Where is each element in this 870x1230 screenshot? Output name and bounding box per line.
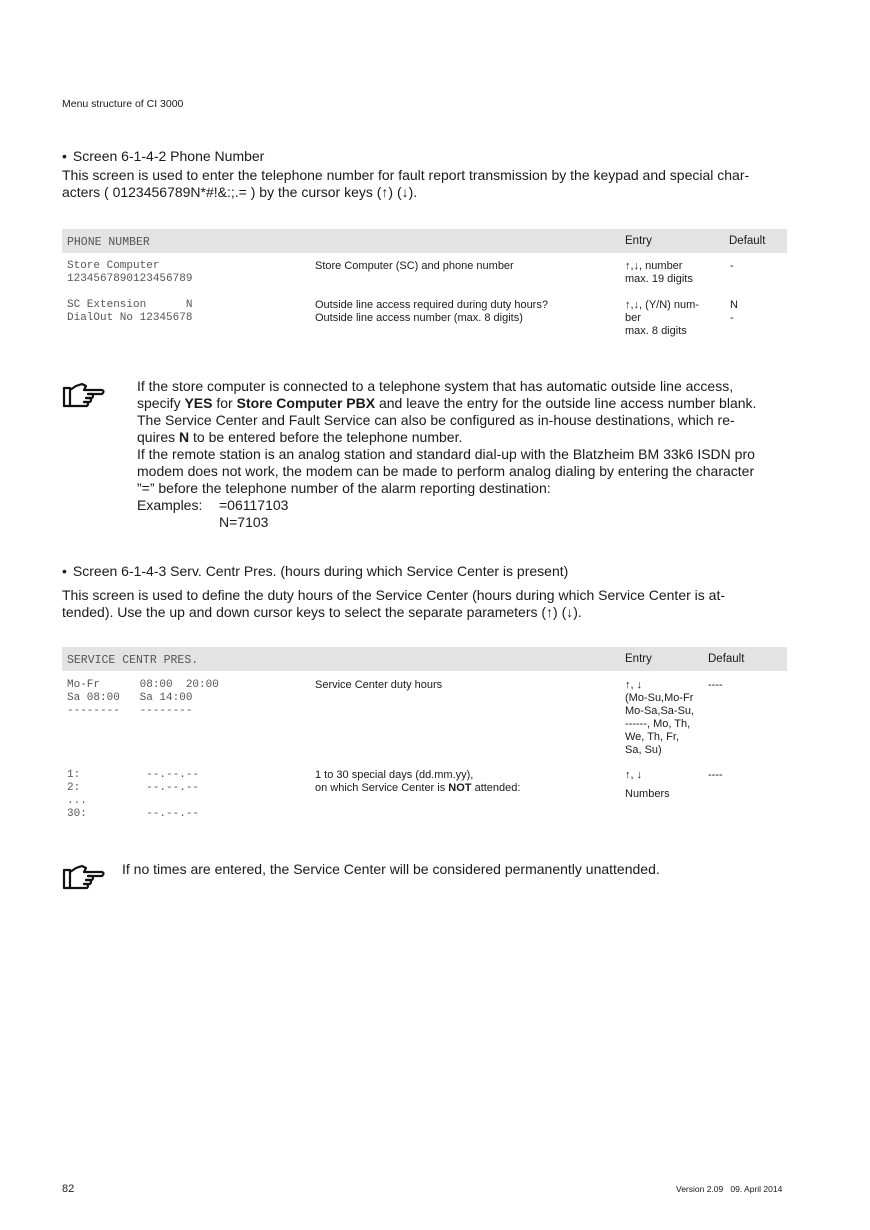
row-entry: We, Th, Fr, xyxy=(625,731,679,743)
row-default: ---- xyxy=(708,769,723,781)
screen-line: Mo-Fr 08:00 20:00 xyxy=(67,679,219,691)
running-header: Menu structure of CI 3000 xyxy=(62,98,184,110)
note-line xyxy=(137,514,797,531)
row-entry: ------, Mo, Th, xyxy=(625,718,691,730)
row-description: Outside line access required during duty hours? xyxy=(315,299,548,311)
row-description: Outside line access number (max. 8 digits) xyxy=(315,312,523,324)
note-text: for xyxy=(212,395,237,411)
note-text: and leave the entry for the outside line access number blank. xyxy=(375,395,757,411)
note-bold: Store Computer PBX xyxy=(236,395,376,411)
page-number: 82 xyxy=(62,1183,75,1195)
col-default-header: Default xyxy=(729,235,766,247)
note-text: specify xyxy=(137,395,185,411)
screen-line: Store Computer xyxy=(67,260,160,272)
screen-line: 1: --.--.-- xyxy=(67,769,200,781)
row-default: N xyxy=(730,299,738,311)
desc-text: on which Service Center is xyxy=(315,782,449,794)
note-line: modem does not work, the modem can be made to perform analog dialing by entering the character xyxy=(137,463,755,479)
note-store-computer xyxy=(137,378,797,531)
version-info: Version 2.09 09. April 2014 xyxy=(676,1184,783,1194)
row-default: - xyxy=(730,260,734,272)
row-entry: ↑,↓, number xyxy=(625,260,683,272)
row-entry: max. 19 digits xyxy=(625,273,693,285)
section2-intro-line1: This screen is used to define the duty hours of the Service Center (hours during which Service Center is at- xyxy=(62,587,725,603)
table-screen-title: PHONE NUMBER xyxy=(67,236,150,249)
section-title-service-centr-pres: • Screen 6-1-4-3 Serv. Centr Pres. (hours during which Service Center is present) xyxy=(62,563,568,579)
section-title-phone-number: • Screen 6-1-4-2 Phone Number xyxy=(62,148,264,164)
row-description: 1 to 30 special days (dd.mm.yy), xyxy=(315,769,474,781)
row-entry: max. 8 digits xyxy=(625,325,687,337)
pointing-hand-icon xyxy=(62,864,106,892)
row-entry: Mo-Sa,Sa-Su, xyxy=(625,705,695,717)
note-bold: YES xyxy=(184,395,213,411)
col-default-header: Default xyxy=(708,653,745,665)
screen-line: SC Extension N xyxy=(67,299,193,311)
note-line xyxy=(137,497,797,514)
row-entry: (Mo-Su,Mo-Fr xyxy=(625,692,694,704)
screen-line: DialOut No 12345678 xyxy=(67,312,193,324)
desc-bold: NOT xyxy=(448,782,472,794)
note-text: to be entered before the telephone number. xyxy=(189,429,463,445)
section1-intro-line1: This screen is used to enter the telephone number for fault report transmission by the keypad and special char- xyxy=(62,167,750,183)
examples-label: Examples: xyxy=(137,497,203,513)
phone-number-table-header xyxy=(62,229,787,253)
note-text: quires xyxy=(137,429,180,445)
note-line xyxy=(137,429,797,446)
service-centr-table-header xyxy=(62,647,787,671)
table-screen-title: SERVICE CENTR PRES. xyxy=(67,654,199,667)
pointing-hand-icon xyxy=(62,382,106,410)
row-entry: Sa, Su) xyxy=(625,744,662,756)
row-entry: ↑, ↓ xyxy=(625,679,643,691)
screen-line: -------- -------- xyxy=(67,705,193,717)
row-description: Store Computer (SC) and phone number xyxy=(315,260,514,272)
note-line: ”=” before the telephone number of the alarm reporting destination: xyxy=(137,480,551,496)
screen-line: Sa 08:00 Sa 14:00 xyxy=(67,692,193,704)
note-line: If the store computer is connected to a telephone system that has automatic outside line access, xyxy=(137,378,734,394)
desc-text: attended: xyxy=(471,782,521,794)
row-entry: ↑, ↓ xyxy=(625,769,643,781)
row-entry: ber xyxy=(625,312,641,324)
note-line: The Service Center and Fault Service can also be configured as in-house destinations, which re- xyxy=(137,412,735,428)
row-entry: ↑,↓, (Y/N) num- xyxy=(625,299,699,311)
col-entry-header: Entry xyxy=(625,235,652,247)
screen-line: 2: --.--.-- xyxy=(67,782,200,794)
row-default: - xyxy=(730,312,734,324)
col-entry-header: Entry xyxy=(625,653,652,665)
note-no-times: If no times are entered, the Service Center will be considered permanently unattended. xyxy=(122,861,660,877)
note-line: If the remote station is an analog station and standard dial-up with the Blatzheim BM 33k6 ISDN pro xyxy=(137,446,755,462)
note-line xyxy=(137,395,797,412)
section2-intro-line2: tended). Use the up and down cursor keys to select the separate parameters (↑) (↓). xyxy=(62,604,582,620)
row-description: Service Center duty hours xyxy=(315,679,443,691)
note-bold: N xyxy=(179,429,190,445)
row-default: ---- xyxy=(708,679,723,691)
example-value: =06117103 xyxy=(219,497,289,513)
screen-line: 1234567890123456789 xyxy=(67,273,193,285)
row-description xyxy=(315,782,520,795)
section1-intro-line2: acters ( 0123456789N*#!&:;.= ) by the cursor keys (↑) (↓). xyxy=(62,184,418,200)
row-entry: Numbers xyxy=(625,788,670,800)
example-value: N=7103 xyxy=(219,514,269,530)
screen-line: 30: --.--.-- xyxy=(67,808,200,820)
screen-line: ... xyxy=(67,795,87,807)
